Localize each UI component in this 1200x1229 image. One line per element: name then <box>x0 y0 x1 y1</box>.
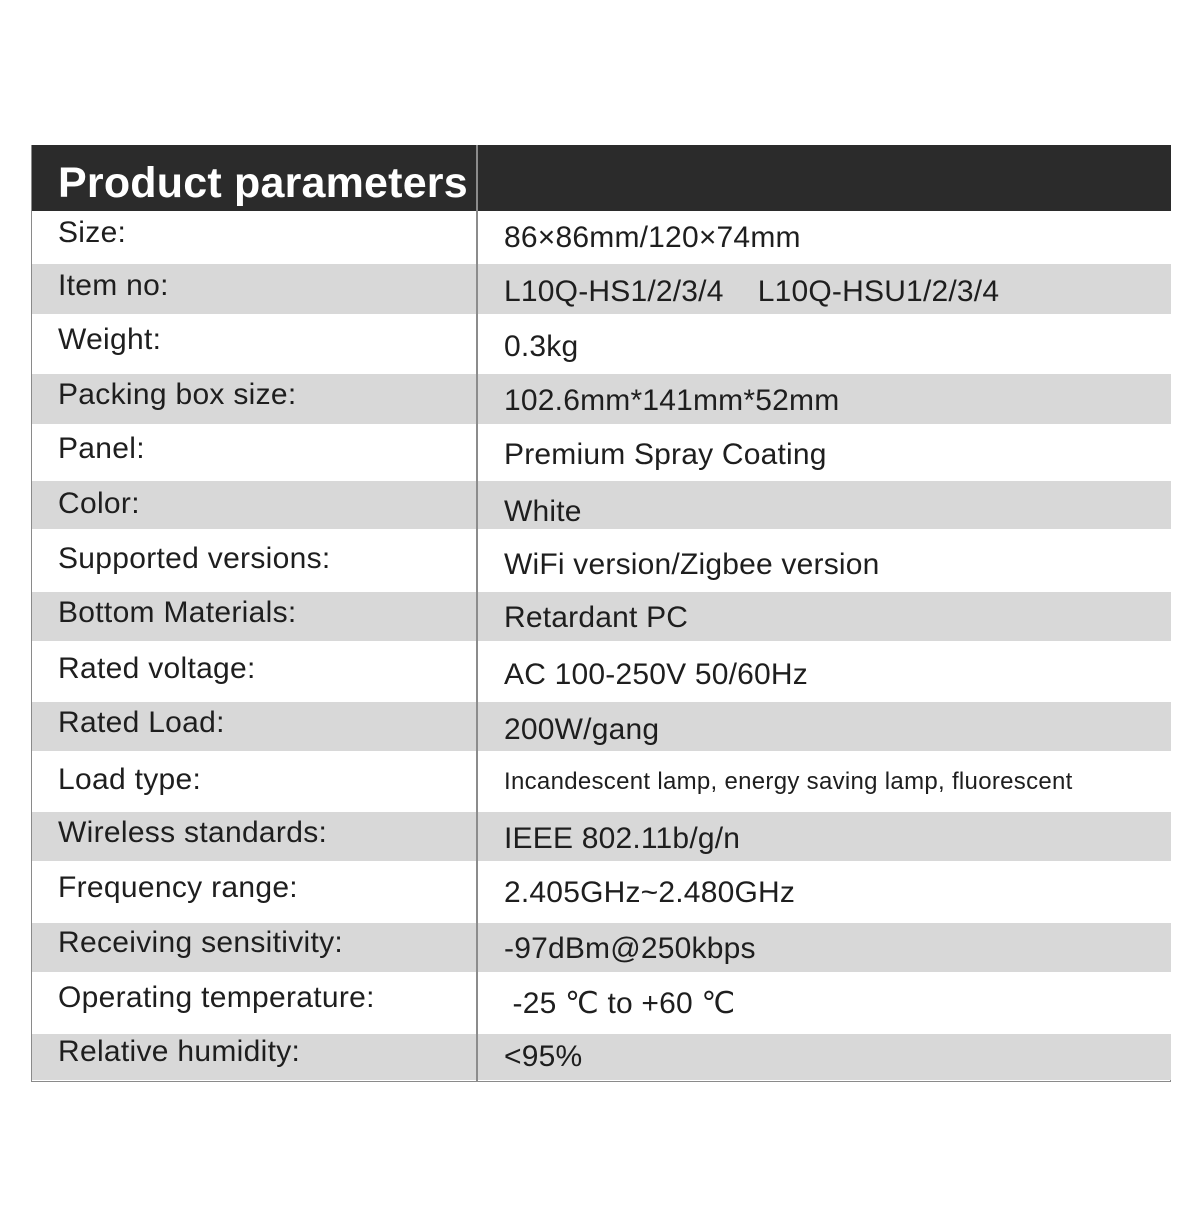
row-label: Size: <box>58 216 127 249</box>
table-row <box>32 972 1171 1034</box>
row-value: 0.3kg <box>504 330 579 363</box>
row-value: L10Q-HS1/2/3/4 L10Q-HSU1/2/3/4 <box>504 275 1000 308</box>
row-value: AC 100-250V 50/60Hz <box>504 658 808 691</box>
row-label: Item no: <box>58 269 169 302</box>
row-label: Rated Load: <box>58 706 225 739</box>
column-divider <box>476 145 478 1081</box>
row-value: IEEE 802.11b/g/n <box>504 822 741 855</box>
row-label: Operating temperature: <box>58 981 375 1014</box>
row-label: Rated voltage: <box>58 652 256 685</box>
row-label: Load type: <box>58 763 202 796</box>
table-header <box>32 145 1171 211</box>
table-row <box>32 264 1171 314</box>
table-row <box>32 374 1171 424</box>
table-row <box>32 812 1171 861</box>
row-label: Wireless standards: <box>58 816 328 849</box>
row-label: Panel: <box>58 432 145 465</box>
table-row <box>32 1034 1171 1080</box>
row-value: Incandescent lamp, energy saving lamp, fluorescent <box>504 768 1073 795</box>
row-label: Relative humidity: <box>58 1035 301 1068</box>
table-row <box>32 702 1171 751</box>
table-row <box>32 592 1171 641</box>
row-label: Packing box size: <box>58 378 297 411</box>
table-row <box>32 923 1171 972</box>
row-label: Supported versions: <box>58 542 331 575</box>
row-label: Bottom Materials: <box>58 596 297 629</box>
row-value: Premium Spray Coating <box>504 438 827 471</box>
row-label: Frequency range: <box>58 871 298 904</box>
row-label: Color: <box>58 487 140 520</box>
table-title: Product parameters <box>58 159 468 207</box>
table-row <box>32 641 1171 702</box>
row-value: 86×86mm/120×74mm <box>504 221 801 254</box>
table-row <box>32 529 1171 592</box>
row-value: 102.6mm*141mm*52mm <box>504 384 840 417</box>
row-value: -97dBm@250kbps <box>504 932 756 965</box>
row-label: Receiving sensitivity: <box>58 926 344 959</box>
row-value: WiFi version/Zigbee version <box>504 548 880 581</box>
table-row <box>32 481 1171 529</box>
row-label: Weight: <box>58 323 162 356</box>
table-row <box>32 211 1171 264</box>
table-row <box>32 424 1171 481</box>
table-row <box>32 861 1171 923</box>
product-parameters-table <box>31 145 1171 1082</box>
row-value: <95% <box>504 1040 583 1073</box>
row-value: Retardant PC <box>504 601 689 634</box>
table-row <box>32 751 1171 812</box>
row-value: White <box>504 495 582 528</box>
row-value: 200W/gang <box>504 713 660 746</box>
row-value: -25 ℃ to +60 ℃ <box>504 987 736 1020</box>
row-value: 2.405GHz~2.480GHz <box>504 876 796 909</box>
table-row <box>32 314 1171 374</box>
